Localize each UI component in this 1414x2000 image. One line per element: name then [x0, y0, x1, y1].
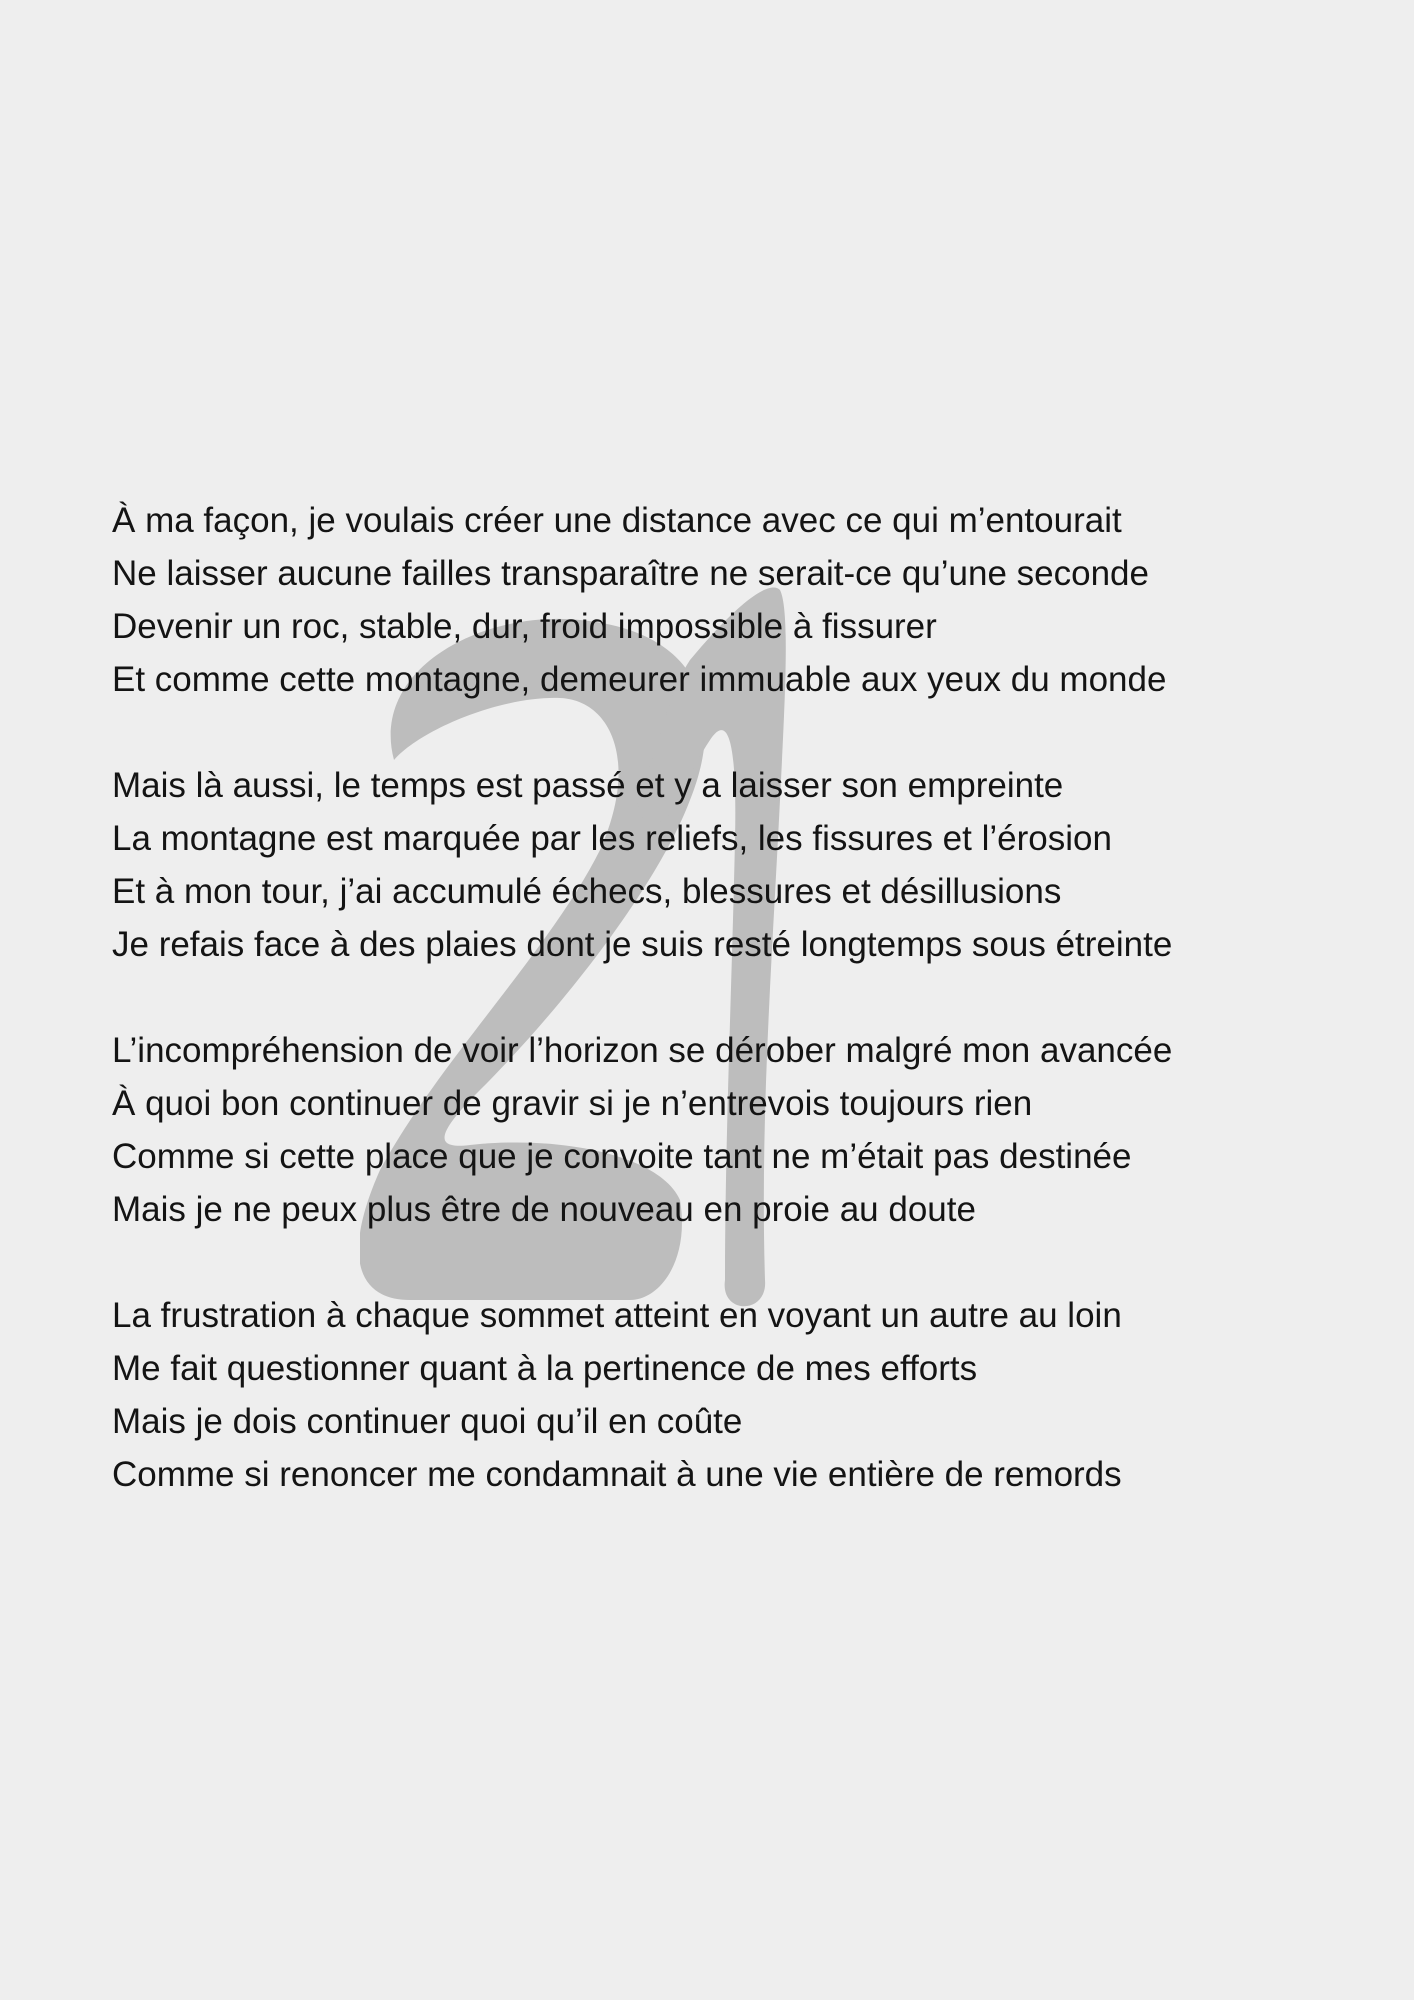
poem-line: La frustration à chaque sommet atteint en voyant un autre au loin: [112, 1296, 1122, 1335]
poem-line: Ne laisser aucune failles transparaître ne serait-ce qu’une seconde: [112, 554, 1149, 593]
stanza-2: [112, 759, 1332, 971]
poem-line: À ma façon, je voulais créer une distance avec ce qui m’entourait: [112, 501, 1122, 540]
poem-line: Et à mon tour, j’ai accumulé échecs, blessures et désillusions: [112, 872, 1062, 911]
poem-line: L’incompréhension de voir l’horizon se dérober malgré mon avancée: [112, 1031, 1173, 1070]
poem-line: Je refais face à des plaies dont je suis resté longtemps sous étreinte: [112, 925, 1173, 964]
stanza-3: [112, 1024, 1332, 1236]
poem-line: Me fait questionner quant à la pertinence de mes efforts: [112, 1349, 978, 1388]
poem-line: Mais là aussi, le temps est passé et y a laisser son empreinte: [112, 766, 1064, 805]
poem-line: Devenir un roc, stable, dur, froid impossible à fissurer: [112, 607, 937, 646]
poem-line: Et comme cette montagne, demeurer immuable aux yeux du monde: [112, 660, 1167, 699]
poem-line: Comme si renoncer me condamnait à une vie entière de remords: [112, 1455, 1122, 1494]
poem-line: Mais je dois continuer quoi qu’il en coûte: [112, 1402, 743, 1441]
stanza-4: [112, 1289, 1332, 1501]
poem-line: Comme si cette place que je convoite tant ne m’était pas destinée: [112, 1137, 1132, 1176]
poem-body: [112, 494, 1332, 1554]
poem-line: La montagne est marquée par les reliefs, les fissures et l’érosion: [112, 819, 1112, 858]
poem-line: À quoi bon continuer de gravir si je n’entrevois toujours rien: [112, 1084, 1033, 1123]
stanza-1: [112, 494, 1332, 706]
poem-line: Mais je ne peux plus être de nouveau en proie au doute: [112, 1190, 976, 1229]
